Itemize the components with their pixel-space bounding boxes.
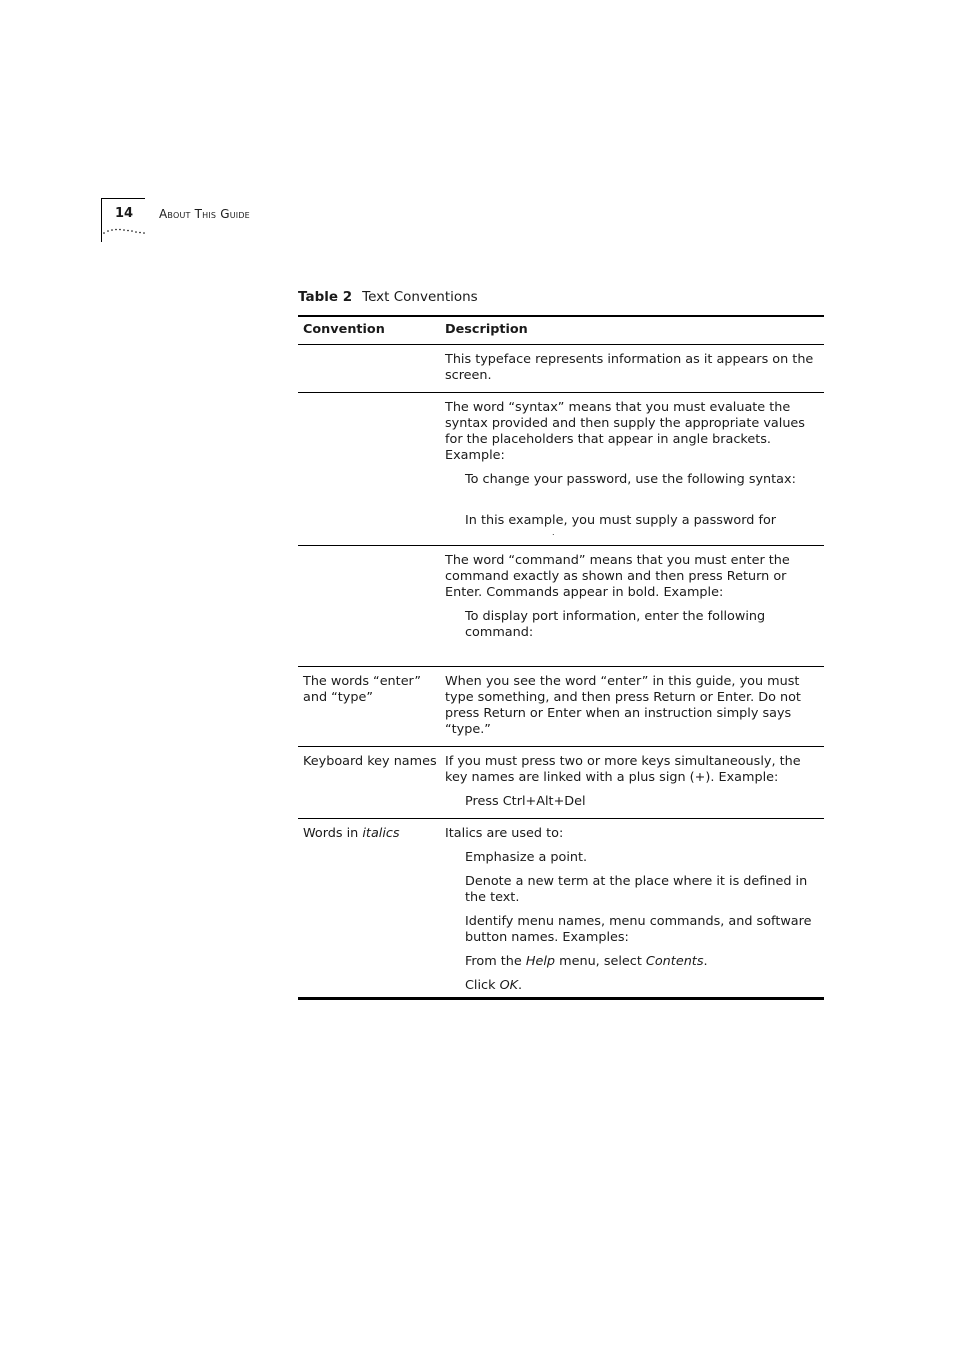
contents-command-name: Contents — [645, 954, 704, 969]
example-text: In this example, you must supply a password for — [465, 513, 777, 528]
convention-cell — [298, 345, 445, 393]
header-rule-horizontal — [101, 198, 145, 199]
table-row — [298, 747, 824, 819]
description-text: This typeface represents information as it appears on the screen. — [445, 352, 814, 383]
example-text: To change your password, use the following syntax: — [465, 472, 796, 487]
header-rule-vertical — [101, 198, 102, 242]
table-header-row — [298, 316, 824, 345]
convention-cell: The words “enter” and “type” — [298, 667, 445, 747]
trailing-period: . — [552, 528, 555, 537]
convention-cell: Keyboard key names — [298, 747, 445, 819]
table-caption-number: Table 2 — [298, 289, 353, 305]
ok-button-name: OK — [499, 978, 519, 993]
table-row — [298, 819, 824, 999]
description-cell — [445, 819, 824, 999]
description-text: When you see the word “enter” in this guide, you must type something, and then press Return or Enter. Do not press Return or Enter when an instruction simply says “type.” — [445, 674, 801, 737]
table-row — [298, 393, 824, 546]
table-row — [298, 546, 824, 667]
table-row — [298, 667, 824, 747]
table-caption — [298, 289, 478, 305]
column-header-convention: Convention — [298, 316, 445, 345]
description-cell — [445, 546, 824, 667]
example-text: Denote a new term at the place where it is defined in the text. — [465, 874, 808, 905]
description-cell — [445, 345, 824, 393]
page-header — [101, 198, 281, 244]
example-text: To display port information, enter the following command: — [465, 609, 766, 640]
description-text: The word “syntax” means that you must evaluate the syntax provided and then supply the appropriate values for the placeholders that appear in angle brackets. Example: — [445, 400, 805, 463]
convention-italic-text: italics — [362, 826, 400, 841]
running-head: About This Guide — [159, 207, 250, 221]
table-row — [298, 345, 824, 393]
description-cell — [445, 747, 824, 819]
description-text: Italics are used to: — [445, 826, 564, 841]
example-button-click: Click OK. — [465, 978, 523, 993]
example-text: Press Ctrl+Alt+Del — [465, 794, 586, 809]
description-text: The word “command” means that you must enter the command exactly as shown and then press Return or Enter. Commands appear in bold. Example: — [445, 553, 790, 600]
convention-cell — [298, 546, 445, 667]
example-menu-selection: From the Help menu, select Contents. — [465, 954, 708, 969]
text-conventions-table — [298, 315, 824, 1000]
convention-cell — [298, 819, 445, 999]
page-number: 14 — [115, 206, 134, 221]
description-cell — [445, 393, 824, 546]
description-text: If you must press two or more keys simultaneously, the key names are linked with a plus sign (+). Example: — [445, 754, 801, 785]
column-header-description: Description — [445, 316, 824, 345]
example-text: Identify menu names, menu commands, and software button names. Examples: — [465, 914, 812, 945]
description-cell — [445, 667, 824, 747]
convention-cell — [298, 393, 445, 546]
example-text: Emphasize a point. — [465, 850, 588, 865]
help-menu-name: Help — [525, 954, 556, 969]
convention-text: Words in — [303, 826, 359, 841]
table-caption-title: Text Conventions — [362, 289, 478, 305]
header-dotted-ornament — [103, 226, 147, 236]
